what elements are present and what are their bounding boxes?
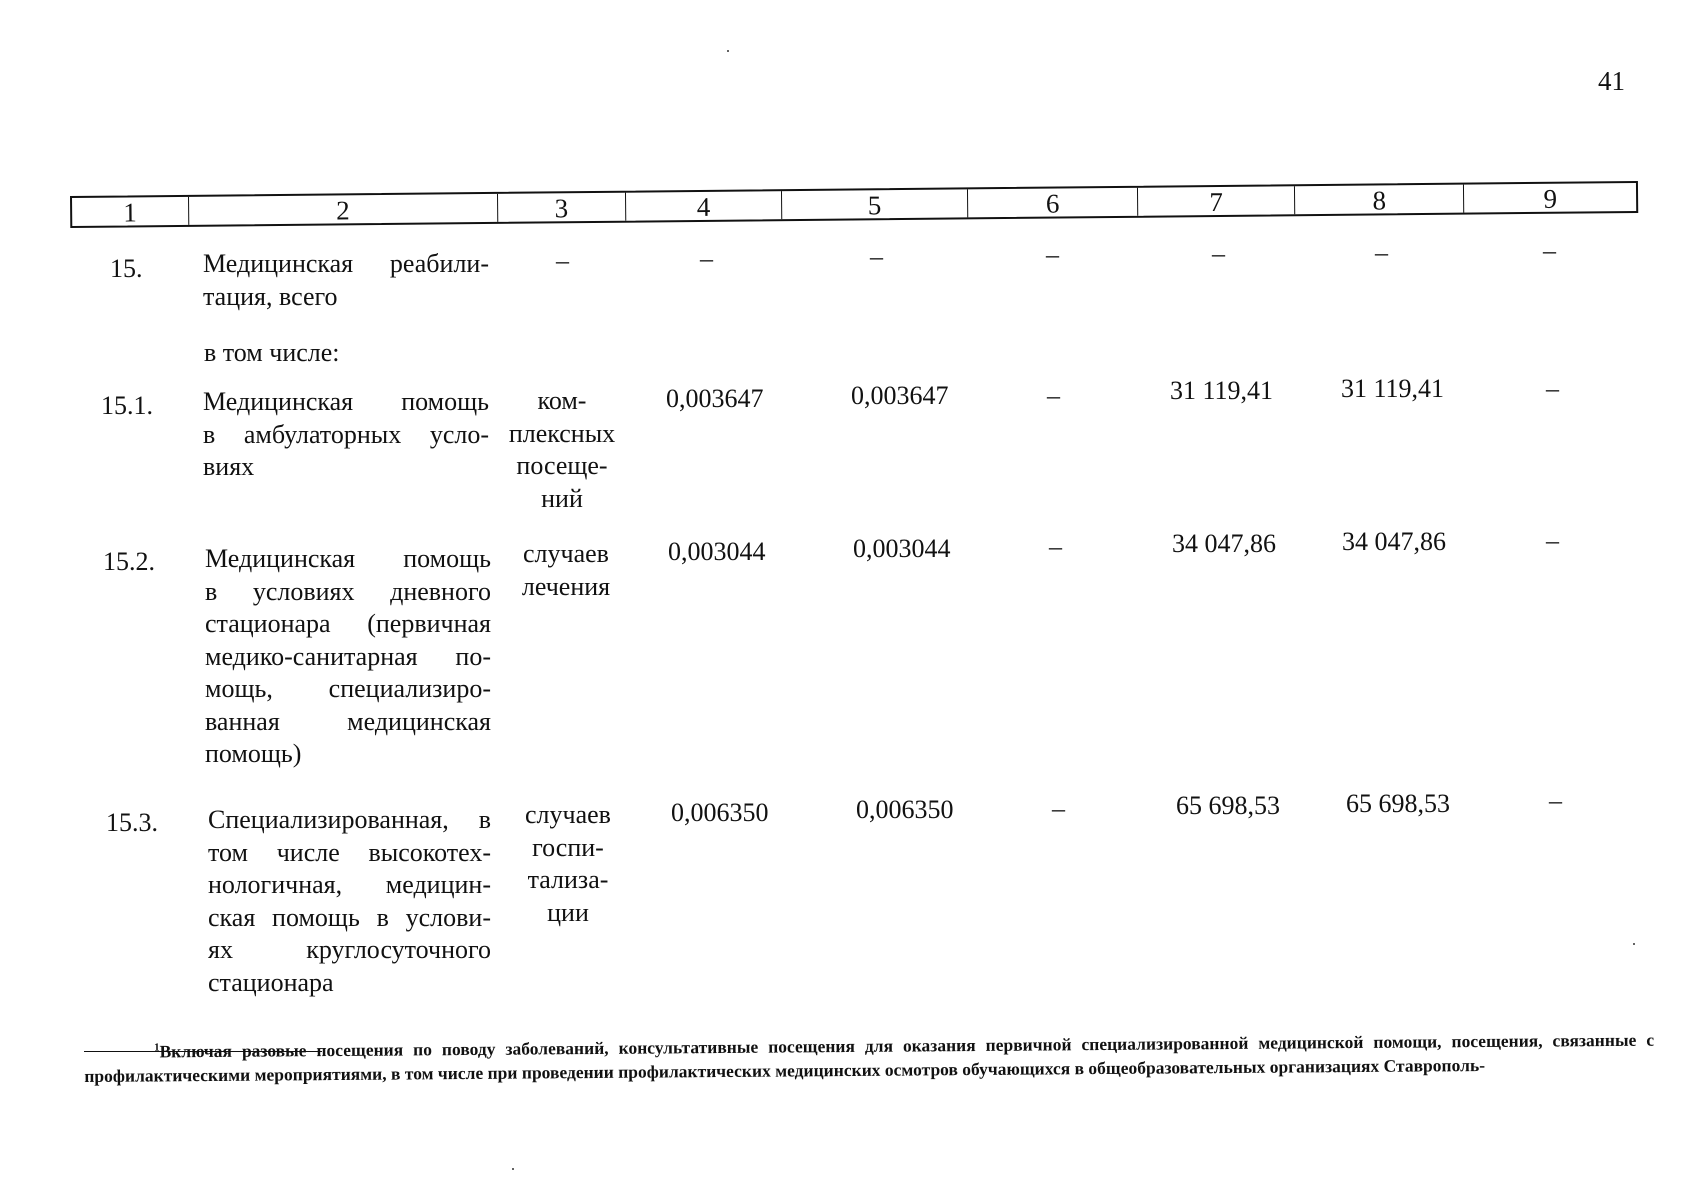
column-header-5: 5 [782,189,968,219]
cell-col8: 31 119,41 [1341,374,1445,403]
cell-col6: – [1052,794,1065,823]
row-name-line: стационара (первичная [205,609,491,638]
row-unit-line: случаев [525,800,611,829]
cell-col4: 0,006350 [671,798,769,827]
row-name-line: мощь, специализиро- [205,674,491,703]
cell-col8: 65 698,53 [1346,789,1450,818]
row-name-line: стационара [208,967,334,997]
column-header-8: 8 [1295,185,1465,215]
row-name [203,386,489,484]
row-number: 15.3. [106,808,158,837]
cell-col7: 65 698,53 [1176,791,1280,820]
column-header-6: 6 [968,188,1139,218]
column-header-2: 2 [189,194,498,225]
row-name-line: тация, всего [203,281,338,311]
row-unit-line: плексных [508,418,616,448]
row-number: 15. [110,254,143,283]
scan-speck [727,50,729,52]
row-unit-line: случаев [523,539,609,568]
row-name-line: нологичная, медицин- [208,870,491,899]
cell-col9: – [1543,236,1556,265]
cell-col4: 0,003044 [668,537,766,566]
row-name [205,543,491,771]
cell-col6: – [1049,532,1062,561]
row-name-line: медико-санитарная по- [205,641,491,671]
row-name-line: в условиях дневного [205,576,491,606]
footnote-marker: 1 [154,1041,160,1054]
cell-col5: 0,003647 [851,381,949,410]
row-name-line: Медицинская помощь [205,544,491,573]
row-name-line: ях круглосуточного [208,935,491,964]
table-header-row [70,181,1638,228]
row-unit [502,799,634,929]
row-name-line: Специализированная, в [208,805,491,834]
cell-col6: – [1046,240,1059,269]
row-name-line: виях [203,452,255,481]
page-number: 41 [1598,66,1625,96]
row-name-line: Медицинская реабили- [203,249,489,278]
column-header-7: 7 [1138,186,1295,216]
row-unit-line: тализа- [527,865,609,894]
row-name-line: в амбулаторных усло- [203,419,489,449]
row-name-line: Медицинская помощь [203,387,489,416]
row-number: 15.2. [103,547,155,576]
cell-col8: – [1375,238,1388,267]
cell-col6: – [1047,381,1060,410]
row-unit [496,385,628,515]
subheading: в том числе: [204,338,340,367]
cell-col7: 34 047,86 [1172,529,1276,558]
row-name-line: том числе высокотех- [208,837,491,867]
cell-col4: – [700,244,713,273]
cell-col8: 34 047,86 [1342,527,1446,556]
cell-col7: – [1212,239,1225,268]
row-unit-line: госпи- [532,832,604,862]
scan-speck [512,1168,514,1170]
column-header-3: 3 [498,193,626,222]
footnote-text: Включая разовые посещения по поводу заболеваний, консультативные посещения для оказания первичной специализированной медицинской помощи, посещения, связанные с профилактическими мероприятиями, в том числе при проведении профилактических медицинских осмотров обучающихся в общеобразовательных организациях Ставрополь- [84,1029,1655,1086]
cell-col9: – [1546,526,1559,555]
cell-col9: – [1546,374,1559,403]
cell-col5: 0,006350 [856,795,954,824]
row-name [203,248,489,313]
cell-col5: – [870,242,883,271]
cell-col7: 31 119,41 [1170,376,1274,405]
cell-col4: 0,003647 [666,384,764,413]
column-header-4: 4 [626,191,783,221]
row-name-line: помощь) [205,739,302,768]
row-unit-line: лечения [521,571,611,601]
row-unit: – [556,246,569,275]
row-unit [500,538,632,603]
scan-speck [1633,943,1635,945]
column-header-9: 9 [1543,183,1558,214]
row-name [208,804,491,999]
cell-col5: 0,003044 [853,534,951,563]
row-unit-line: посеще- [516,451,608,480]
row-number: 15.1. [101,391,153,420]
row-name-line: ская помощь в услови- [208,902,491,932]
row-unit-line: ции [547,897,589,927]
row-unit-line: ний [541,483,583,513]
cell-col9: – [1549,786,1562,815]
footnote [84,1028,1654,1088]
row-unit-line: ком- [537,386,587,415]
row-name-line: ванная медицинская [205,706,491,736]
column-header-1: 1 [72,197,189,226]
